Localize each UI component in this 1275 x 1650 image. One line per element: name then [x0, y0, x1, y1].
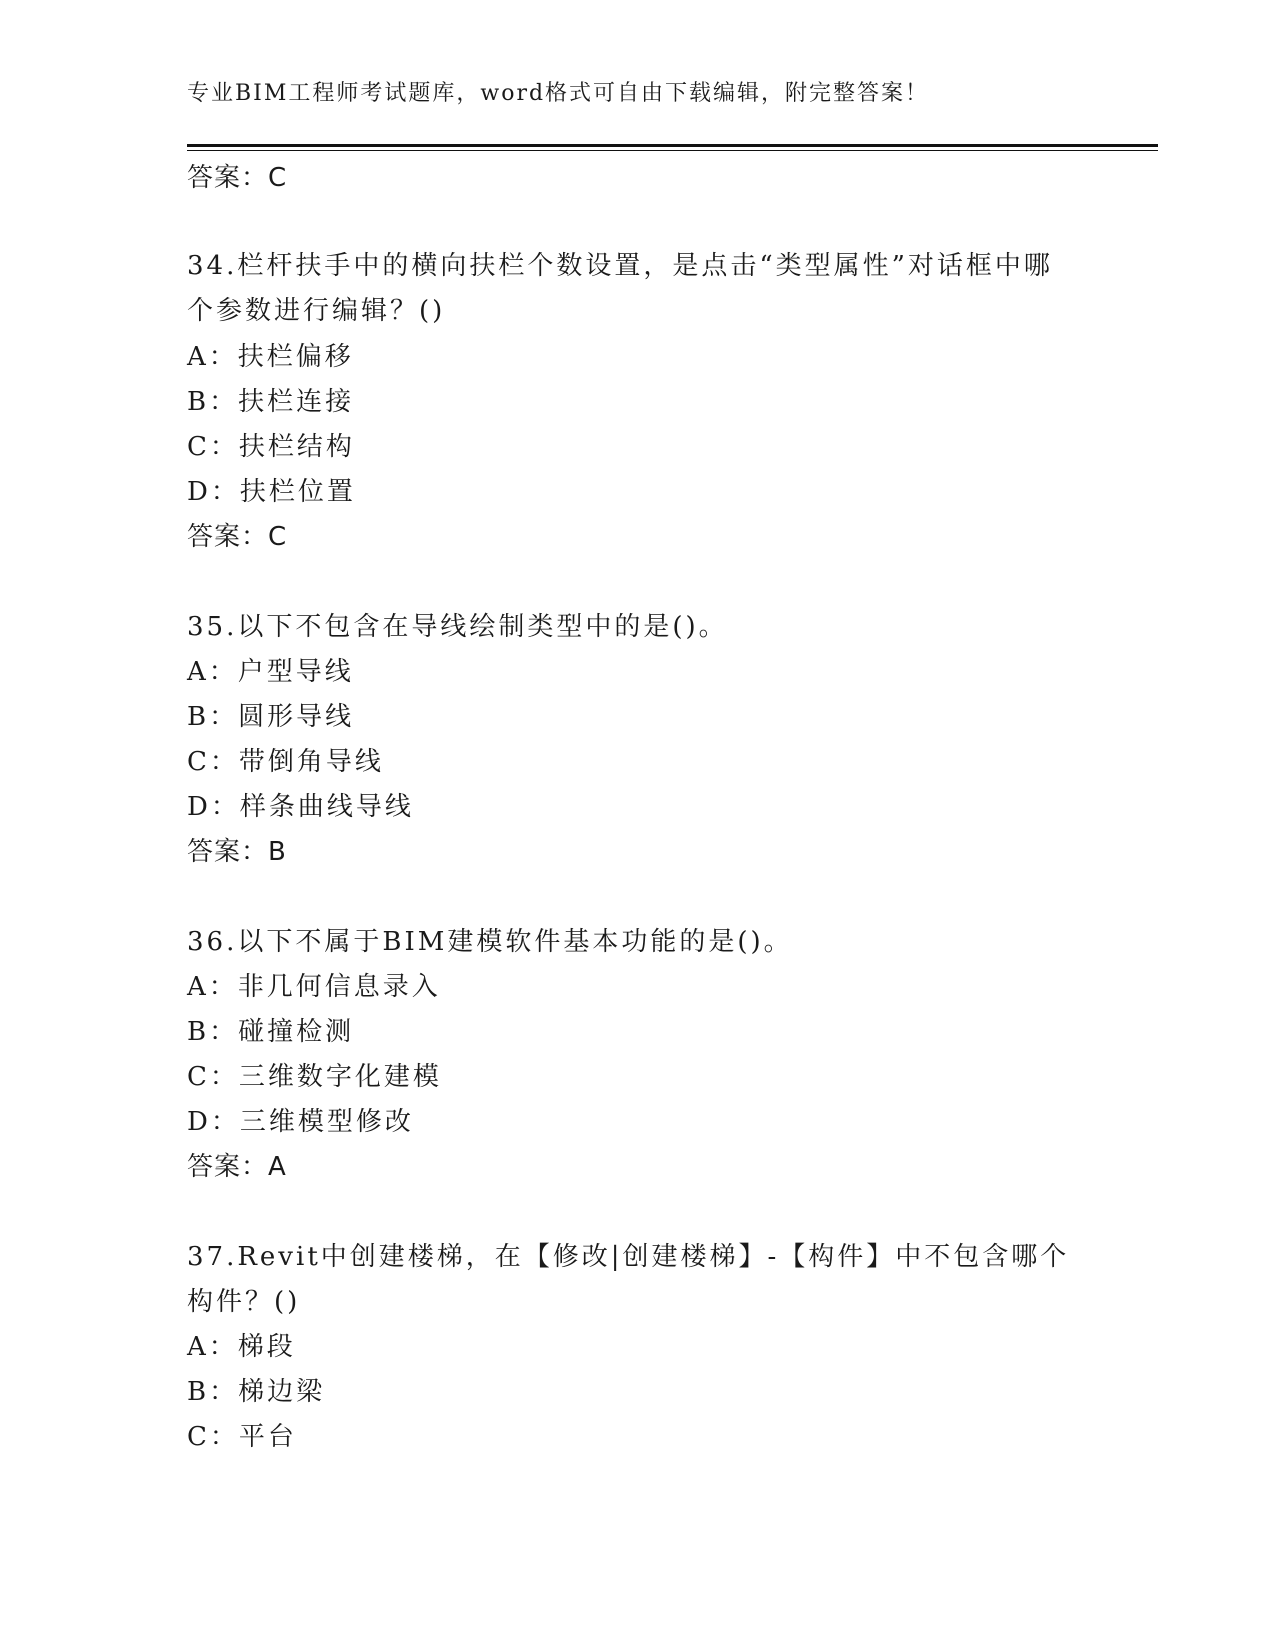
question-36-option-d: D：三维模型修改: [187, 1107, 414, 1137]
header-rule-thick: [187, 144, 1158, 147]
header-rule-thin: [187, 150, 1158, 151]
question-37-option-c: C：平台: [187, 1422, 297, 1452]
question-35-stem-line1: 35.以下不包含在导线绘制类型中的是()。: [187, 612, 728, 642]
question-37-option-b: B：梯边梁: [187, 1377, 326, 1407]
question-35-option-c: C：带倒角导线: [187, 747, 384, 777]
question-34-option-d: D：扶栏位置: [187, 477, 356, 507]
question-34-stem-line2: 个参数进行编辑？(): [187, 296, 446, 326]
question-34-option-a: A：扶栏偏移: [187, 342, 354, 372]
question-34-option-b: B：扶栏连接: [187, 387, 355, 417]
answer-34: 答案：C: [187, 522, 288, 552]
answer-previous: 答案：C: [187, 163, 288, 193]
question-37-stem-line2: 构件？(): [187, 1287, 301, 1317]
page-header: 专业BIM工程师考试题库，word格式可自由下载编辑，附完整答案！: [187, 81, 930, 106]
answer-35: 答案：B: [187, 837, 287, 867]
question-35-option-b: B：圆形导线: [187, 702, 355, 732]
question-36-option-b: B：碰撞检测: [187, 1017, 355, 1047]
question-37-stem-line1: 37.Revit中创建楼梯，在【修改|创建楼梯】-【构件】中不包含哪个: [187, 1242, 1070, 1272]
question-36-option-c: C：三维数字化建模: [187, 1062, 442, 1092]
question-34-stem-line1: 34.栏杆扶手中的横向扶栏个数设置，是点击“类型属性”对话框中哪: [187, 251, 1053, 281]
question-36-stem-line1: 36.以下不属于BIM建模软件基本功能的是()。: [187, 927, 793, 957]
question-35-option-a: A：户型导线: [187, 657, 354, 687]
question-34-option-c: C：扶栏结构: [187, 432, 355, 462]
question-37-option-a: A：梯段: [187, 1332, 296, 1362]
question-36-option-a: A：非几何信息录入: [187, 972, 441, 1002]
answer-36: 答案：A: [187, 1152, 287, 1182]
question-35-option-d: D：样条曲线导线: [187, 792, 414, 822]
